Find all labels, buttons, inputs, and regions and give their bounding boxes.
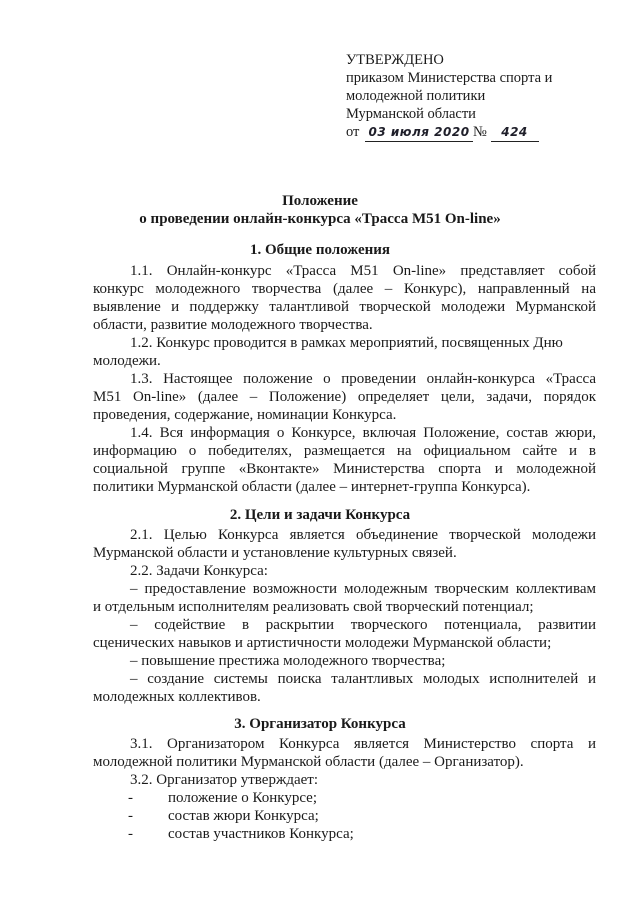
bullet-dash: - [128,808,133,824]
section-heading: 2. Цели и задачи Конкурса [229,507,411,523]
paragraph-line: 1.1. Онлайн-конкурс «Трасса М51 On-line» представляет собой [130,263,596,279]
list-item: – создание системы поиска талантливых молодых исполнителей и [130,671,596,687]
document-title: Положение [282,193,358,209]
paragraph-line: социальной группе «Вконтакте» Министерства спорта и молодежной [93,461,596,477]
approval-line: приказом Министерства спорта и [346,70,553,86]
list-item: – повышение престижа молодежного творчества; [130,653,446,669]
paragraph-line: выявление и поддержку талантливой творческой молодежи Мурманской [93,299,596,315]
paragraph-line: 2.2. Задачи Конкурса: [130,563,268,579]
paragraph-line: молодежи. [93,353,161,369]
document-subtitle: о проведении онлайн-конкурса «Трасса М51 On-line» [139,211,501,227]
paragraph-line: молодежной политики Мурманской области (далее – Организатор). [93,754,524,770]
section-heading: 3. Организатор Конкурса [234,716,406,732]
paragraph-line: 3.2. Организатор утверждает: [130,772,318,788]
paragraph-line: 2.1. Целью Конкурса является объединение творческой молодежи [130,527,596,543]
date-prefix: от [346,124,360,140]
list-item-continuation: и отдельным исполнителям реализовать свой творческий потенциал; [93,599,534,615]
approval-line: молодежной политики [346,88,486,104]
paragraph-line: 1.3. Настоящее положение о проведении онлайн-конкурса «Трасса [130,371,596,387]
paragraph-line: политики Мурманской области (далее – интернет-группа Конкурса). [93,479,531,495]
handwritten-number: 424 [491,123,539,142]
bullet-text: состав жюри Конкурса; [168,808,319,824]
paragraph-line: 1.2. Конкурс проводится в рамках мероприятий, посвященных Дню [130,335,563,351]
section-heading: 1. Общие положения [249,242,391,258]
bullet-text: состав участников Конкурса; [168,826,354,842]
approval-date-line [346,123,539,142]
list-item: – предоставление возможности молодежным творческим коллективам [130,581,596,597]
approval-line: Мурманской области [346,106,476,122]
list-item: – содействие в раскрытии творческого потенциала, развитии [130,617,596,633]
paragraph-line: 1.4. Вся информация о Конкурсе, включая Положение, состав жюри, [130,425,596,441]
list-item-continuation: молодежных коллективов. [93,689,261,705]
bullet-dash: - [128,826,133,842]
handwritten-date: 03 июля 2020 [365,123,473,142]
paragraph-line: области, развитие молодежного творчества. [93,317,373,333]
paragraph-line: информацию о победителях, размещается на официальном сайте и в [93,443,596,459]
list-item-continuation: сценических навыков и артистичности молодежи Мурманской области; [93,635,552,651]
paragraph-line: проведения, содержание, номинации Конкурса. [93,407,397,423]
approval-heading: УТВЕРЖДЕНО [346,52,444,68]
paragraph-line: конкурс молодежного творчества (далее – Конкурс), направленный на [93,281,596,297]
paragraph-line: 3.1. Организатором Конкурса является Министерство спорта и [130,736,596,752]
number-sign: № [473,124,487,140]
paragraph-line: М51 On-line» (далее – Положение) определяет цели, задачи, порядок [93,389,596,405]
bullet-dash: - [128,790,133,806]
paragraph-line: Мурманской области и установление культурных связей. [93,545,457,561]
bullet-text: положение о Конкурсе; [168,790,318,806]
